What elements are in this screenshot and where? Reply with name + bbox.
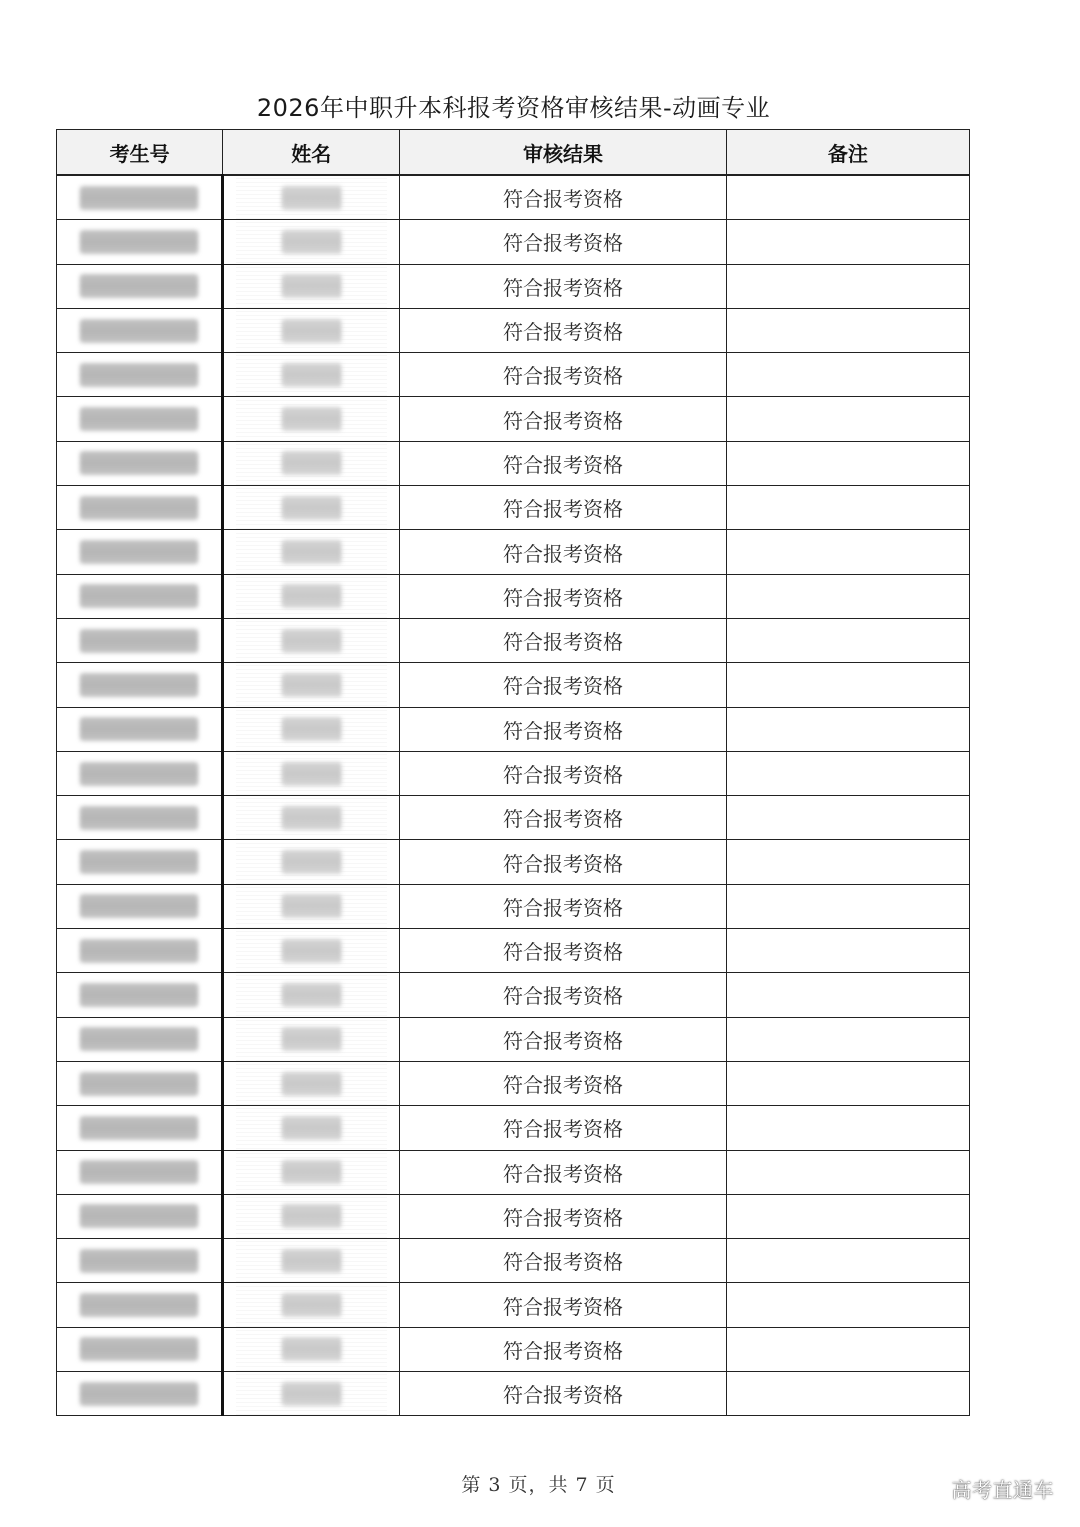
redacted-name [282, 1027, 342, 1051]
name-cell [223, 1194, 400, 1238]
redacted-exam-id [80, 1072, 198, 1096]
redacted-name [282, 230, 342, 254]
note-cell [726, 486, 969, 530]
table-row [57, 175, 970, 220]
note-cell [726, 884, 969, 928]
name-cell [223, 973, 400, 1017]
table-row [57, 441, 970, 485]
table-header [57, 130, 970, 176]
redacted-name [282, 1249, 342, 1273]
exam-id-cell [57, 397, 223, 441]
name-cell [223, 1106, 400, 1150]
result-cell: 符合报考资格 [400, 1061, 726, 1105]
redacted-name [282, 850, 342, 874]
name-cell-inner [236, 619, 387, 662]
exam-id-cell [57, 1106, 223, 1150]
table-row [57, 1061, 970, 1105]
exam-id-cell [57, 264, 223, 308]
note-cell [726, 751, 969, 795]
name-cell [223, 929, 400, 973]
redacted-exam-id [80, 850, 198, 874]
name-cell-inner [236, 885, 387, 928]
redacted-exam-id [80, 1293, 198, 1317]
name-cell [223, 530, 400, 574]
exam-id-cell [57, 308, 223, 352]
exam-id-cell [57, 1061, 223, 1105]
table-row [57, 840, 970, 884]
note-cell [726, 574, 969, 618]
result-cell: 符合报考资格 [400, 175, 726, 220]
redacted-name [282, 1337, 342, 1361]
exam-id-cell [57, 707, 223, 751]
header-name: 姓名 [223, 130, 400, 176]
redacted-name [282, 496, 342, 520]
table-row [57, 1239, 970, 1283]
exam-id-cell [57, 1194, 223, 1238]
name-cell-inner [236, 309, 387, 352]
redacted-name [282, 584, 342, 608]
name-cell-inner [236, 442, 387, 485]
table-row [57, 1327, 970, 1371]
note-cell [726, 929, 969, 973]
table-row [57, 1372, 970, 1416]
table-row [57, 308, 970, 352]
result-cell: 符合报考资格 [400, 1327, 726, 1371]
result-table [56, 129, 970, 1416]
header-note: 备注 [726, 130, 969, 176]
redacted-name [282, 451, 342, 475]
table-body [57, 175, 970, 1416]
result-cell: 符合报考资格 [400, 663, 726, 707]
exam-id-cell [57, 486, 223, 530]
result-cell: 符合报考资格 [400, 929, 726, 973]
name-cell [223, 486, 400, 530]
name-cell [223, 264, 400, 308]
note-cell [726, 663, 969, 707]
note-cell [726, 796, 969, 840]
exam-id-cell [57, 1372, 223, 1416]
name-cell-inner [236, 973, 387, 1016]
redacted-exam-id [80, 496, 198, 520]
note-cell [726, 353, 969, 397]
name-cell [223, 707, 400, 751]
table-row [57, 751, 970, 795]
name-cell [223, 1017, 400, 1061]
redacted-name [282, 629, 342, 653]
redacted-exam-id [80, 1160, 198, 1184]
note-cell [726, 1239, 969, 1283]
name-cell-inner [236, 265, 387, 308]
name-cell-inner [236, 1372, 387, 1415]
table-row [57, 973, 970, 1017]
result-cell: 符合报考资格 [400, 1017, 726, 1061]
table-row [57, 397, 970, 441]
table-row [57, 1150, 970, 1194]
note-cell [726, 1327, 969, 1371]
result-cell: 符合报考资格 [400, 574, 726, 618]
redacted-exam-id [80, 983, 198, 1007]
result-cell: 符合报考资格 [400, 1106, 726, 1150]
exam-id-cell [57, 530, 223, 574]
name-cell-inner [236, 1062, 387, 1105]
name-cell [223, 441, 400, 485]
name-cell-inner [236, 220, 387, 263]
result-cell: 符合报考资格 [400, 486, 726, 530]
table-row [57, 530, 970, 574]
redacted-name [282, 363, 342, 387]
exam-id-cell [57, 618, 223, 662]
exam-id-cell [57, 574, 223, 618]
name-cell [223, 1283, 400, 1327]
name-cell-inner [236, 176, 387, 219]
note-cell [726, 973, 969, 1017]
name-cell [223, 574, 400, 618]
exam-id-cell [57, 796, 223, 840]
exam-id-cell [57, 884, 223, 928]
note-cell [726, 441, 969, 485]
redacted-exam-id [80, 451, 198, 475]
name-cell-inner [236, 929, 387, 972]
redacted-exam-id [80, 1337, 198, 1361]
exam-id-cell [57, 1150, 223, 1194]
redacted-name [282, 1116, 342, 1140]
name-cell-inner [236, 1018, 387, 1061]
name-cell [223, 1239, 400, 1283]
redacted-name [282, 762, 342, 786]
note-cell [726, 1150, 969, 1194]
name-cell-inner [236, 486, 387, 529]
name-cell [223, 220, 400, 264]
note-cell [726, 618, 969, 662]
note-cell [726, 707, 969, 751]
name-cell [223, 663, 400, 707]
table-row [57, 884, 970, 928]
redacted-exam-id [80, 1382, 198, 1406]
exam-id-cell [57, 840, 223, 884]
note-cell [726, 397, 969, 441]
redacted-exam-id [80, 186, 198, 210]
name-cell-inner [236, 1195, 387, 1238]
redacted-exam-id [80, 584, 198, 608]
redacted-exam-id [80, 673, 198, 697]
name-cell-inner [236, 708, 387, 751]
redacted-name [282, 319, 342, 343]
result-cell: 符合报考资格 [400, 840, 726, 884]
note-cell [726, 308, 969, 352]
table-row [57, 1017, 970, 1061]
result-cell: 符合报考资格 [400, 353, 726, 397]
result-cell: 符合报考资格 [400, 264, 726, 308]
redacted-name [282, 1160, 342, 1184]
result-cell: 符合报考资格 [400, 751, 726, 795]
exam-id-cell [57, 220, 223, 264]
name-cell-inner [236, 398, 387, 441]
result-cell: 符合报考资格 [400, 796, 726, 840]
table-row [57, 220, 970, 264]
redacted-exam-id [80, 319, 198, 343]
result-cell: 符合报考资格 [400, 397, 726, 441]
name-cell-inner [236, 1106, 387, 1149]
redacted-exam-id [80, 230, 198, 254]
note-cell [726, 1283, 969, 1327]
note-cell [726, 840, 969, 884]
name-cell [223, 1327, 400, 1371]
redacted-name [282, 894, 342, 918]
exam-id-cell [57, 175, 223, 220]
redacted-exam-id [80, 274, 198, 298]
note-cell [726, 530, 969, 574]
result-cell: 符合报考资格 [400, 1239, 726, 1283]
note-cell [726, 1106, 969, 1150]
name-cell [223, 751, 400, 795]
name-cell-inner [236, 575, 387, 618]
name-cell-inner [236, 752, 387, 795]
name-cell [223, 884, 400, 928]
name-cell [223, 397, 400, 441]
name-cell [223, 840, 400, 884]
redacted-exam-id [80, 717, 198, 741]
name-cell [223, 796, 400, 840]
redacted-name [282, 274, 342, 298]
exam-id-cell [57, 1239, 223, 1283]
name-cell-inner [236, 1284, 387, 1327]
exam-id-cell [57, 1017, 223, 1061]
watermark-text: 高考直通车 [951, 1478, 1054, 1502]
note-cell [726, 1061, 969, 1105]
exam-id-cell [57, 929, 223, 973]
name-cell-inner [236, 1239, 387, 1282]
table-row [57, 353, 970, 397]
result-cell: 符合报考资格 [400, 530, 726, 574]
result-cell: 符合报考资格 [400, 308, 726, 352]
result-cell: 符合报考资格 [400, 1283, 726, 1327]
redacted-exam-id [80, 894, 198, 918]
note-cell [726, 1372, 969, 1416]
redacted-name [282, 673, 342, 697]
note-cell [726, 175, 969, 220]
header-row [57, 130, 970, 176]
name-cell-inner [236, 663, 387, 706]
table-row [57, 264, 970, 308]
result-cell: 符合报考资格 [400, 618, 726, 662]
name-cell [223, 1061, 400, 1105]
redacted-name [282, 407, 342, 431]
redacted-exam-id [80, 540, 198, 564]
name-cell [223, 1372, 400, 1416]
exam-id-cell [57, 1283, 223, 1327]
table-row [57, 1194, 970, 1238]
exam-id-cell [57, 353, 223, 397]
name-cell [223, 1150, 400, 1194]
redacted-name [282, 1293, 342, 1317]
note-cell [726, 264, 969, 308]
redacted-exam-id [80, 939, 198, 963]
result-cell: 符合报考资格 [400, 220, 726, 264]
redacted-exam-id [80, 363, 198, 387]
table-row [57, 574, 970, 618]
name-cell-inner [236, 796, 387, 839]
redacted-name [282, 1204, 342, 1228]
document-title: 2026年中职升本科报考资格审核结果-动画专业 [256, 94, 771, 122]
header-result: 审核结果 [400, 130, 726, 176]
redacted-exam-id [80, 1204, 198, 1228]
table-row [57, 707, 970, 751]
header-exam-id: 考生号 [57, 130, 223, 176]
redacted-name [282, 939, 342, 963]
redacted-name [282, 540, 342, 564]
redacted-exam-id [80, 629, 198, 653]
redacted-exam-id [80, 806, 198, 830]
table-row [57, 486, 970, 530]
page-number: 第 3 页，共 7 页 [461, 1474, 616, 1496]
exam-id-cell [57, 663, 223, 707]
redacted-exam-id [80, 407, 198, 431]
name-cell [223, 618, 400, 662]
note-cell [726, 1017, 969, 1061]
table-row [57, 618, 970, 662]
redacted-exam-id [80, 762, 198, 786]
name-cell [223, 175, 400, 220]
exam-id-cell [57, 973, 223, 1017]
redacted-name [282, 983, 342, 1007]
table-row [57, 1283, 970, 1327]
redacted-name [282, 1382, 342, 1406]
redacted-name [282, 806, 342, 830]
redacted-exam-id [80, 1249, 198, 1273]
exam-id-cell [57, 441, 223, 485]
exam-id-cell [57, 751, 223, 795]
result-cell: 符合报考资格 [400, 1194, 726, 1238]
name-cell [223, 353, 400, 397]
table-row [57, 663, 970, 707]
result-cell: 符合报考资格 [400, 1372, 726, 1416]
redacted-name [282, 1072, 342, 1096]
note-cell [726, 220, 969, 264]
note-cell [726, 1194, 969, 1238]
redacted-exam-id [80, 1116, 198, 1140]
name-cell-inner [236, 353, 387, 396]
redacted-exam-id [80, 1027, 198, 1051]
result-cell: 符合报考资格 [400, 441, 726, 485]
result-cell: 符合报考资格 [400, 1150, 726, 1194]
result-cell: 符合报考资格 [400, 707, 726, 751]
table-row [57, 796, 970, 840]
table-row [57, 1106, 970, 1150]
name-cell-inner [236, 1151, 387, 1194]
name-cell-inner [236, 1328, 387, 1371]
name-cell-inner [236, 531, 387, 574]
redacted-name [282, 186, 342, 210]
result-cell: 符合报考资格 [400, 884, 726, 928]
redacted-name [282, 717, 342, 741]
name-cell [223, 308, 400, 352]
name-cell-inner [236, 841, 387, 884]
exam-id-cell [57, 1327, 223, 1371]
result-cell: 符合报考资格 [400, 973, 726, 1017]
table-row [57, 929, 970, 973]
